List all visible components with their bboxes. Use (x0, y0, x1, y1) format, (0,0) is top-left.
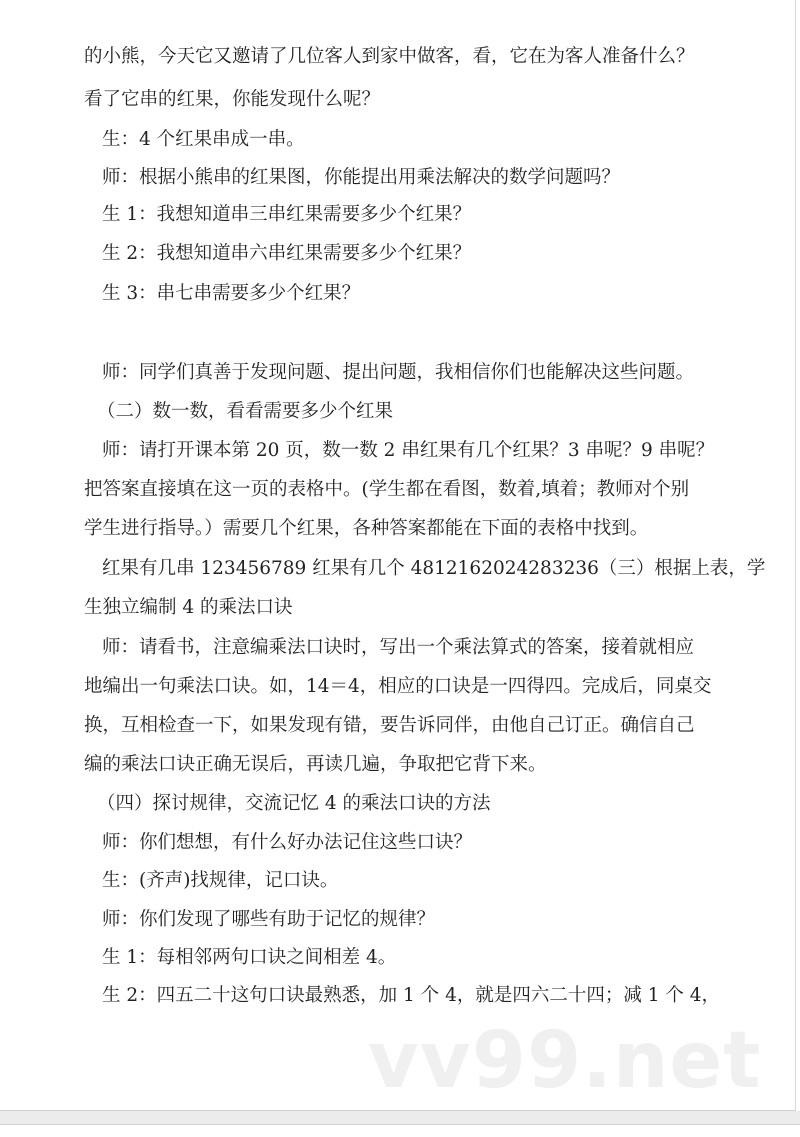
paragraph-line: 编的乘法口诀正确无误后，再读几遍，争取把它背下来。 (84, 754, 547, 775)
paragraph-line: 红果有几串 123456789 红果有几个 4812162024283236（三）根据上表，学 (102, 558, 766, 579)
dialogue-line: 生：4 个红果串成一串。 (102, 129, 305, 150)
paragraph-line: 学生进行指导。）需要几个红果，各种答案都能在下面的表格中找到。 (84, 518, 649, 539)
dialogue-line: 生 1：每相邻两句口诀之间相差 4。 (102, 947, 397, 968)
dialogue-line: 师：根据小熊串的红果图，你能提出用乘法解决的数学问题吗？ (102, 167, 621, 188)
section-heading: （二）数一数，看看需要多少个红果 (97, 401, 394, 422)
dialogue-line: 师：你们想想，有什么好办法记住这些口诀？ (102, 832, 473, 853)
paragraph-line: 看了它串的红果，你能发现什么呢？ (84, 89, 381, 110)
dialogue-line: 生：(齐声)找规律，记口诀。 (102, 870, 339, 891)
page-gap (0, 1111, 800, 1125)
dialogue-line: 生 1：我想知道串三串红果需要多少个红果？ (102, 204, 472, 225)
dialogue-line: 生 2：我想知道串六串红果需要多少个红果？ (102, 243, 472, 264)
dialogue-line: 师：同学们真善于发现问题、提出问题，我相信你们也能解决这些问题。 (102, 362, 695, 383)
dialogue-line: 生 2：四五二十这句口诀最熟悉，加 1 个 4，就是四六二十四；减 1 个 4， (102, 985, 721, 1006)
dialogue-line: 生 3：串七串需要多少个红果？ (102, 283, 361, 304)
paragraph-line: 的小熊，今天它又邀请了几位客人到家中做客，看，它在为客人准备什么？ (84, 46, 695, 67)
section-heading: （四）探讨规律，交流记忆 4 的乘法口诀的方法 (97, 793, 491, 814)
paragraph-line: 换，互相检查一下，如果发现有错，要告诉同伴，由他自己订正。确信自己 (84, 715, 695, 736)
paragraph-line: 地编出一句乘法口诀。如，14＝4，相应的口诀是一四得四。完成后，同桌交 (84, 676, 712, 697)
dialogue-line: 师：请看书，注意编乘法口诀时，写出一个乘法算式的答案，接着就相应 (102, 637, 695, 658)
watermark: vv99.net (368, 1016, 762, 1106)
dialogue-line: 师：请打开课本第 20 页，数一数 2 串红果有几个红果？3 串呢？9 串呢？ (102, 440, 715, 461)
dialogue-line: 师：你们发现了哪些有助于记忆的规律？ (102, 909, 436, 930)
paragraph-line: 把答案直接填在这一页的表格中。(学生都在看图，数着,填着；教师对个别 (84, 479, 690, 500)
paragraph-line: 生独立编制 4 的乘法口诀 (84, 597, 293, 618)
